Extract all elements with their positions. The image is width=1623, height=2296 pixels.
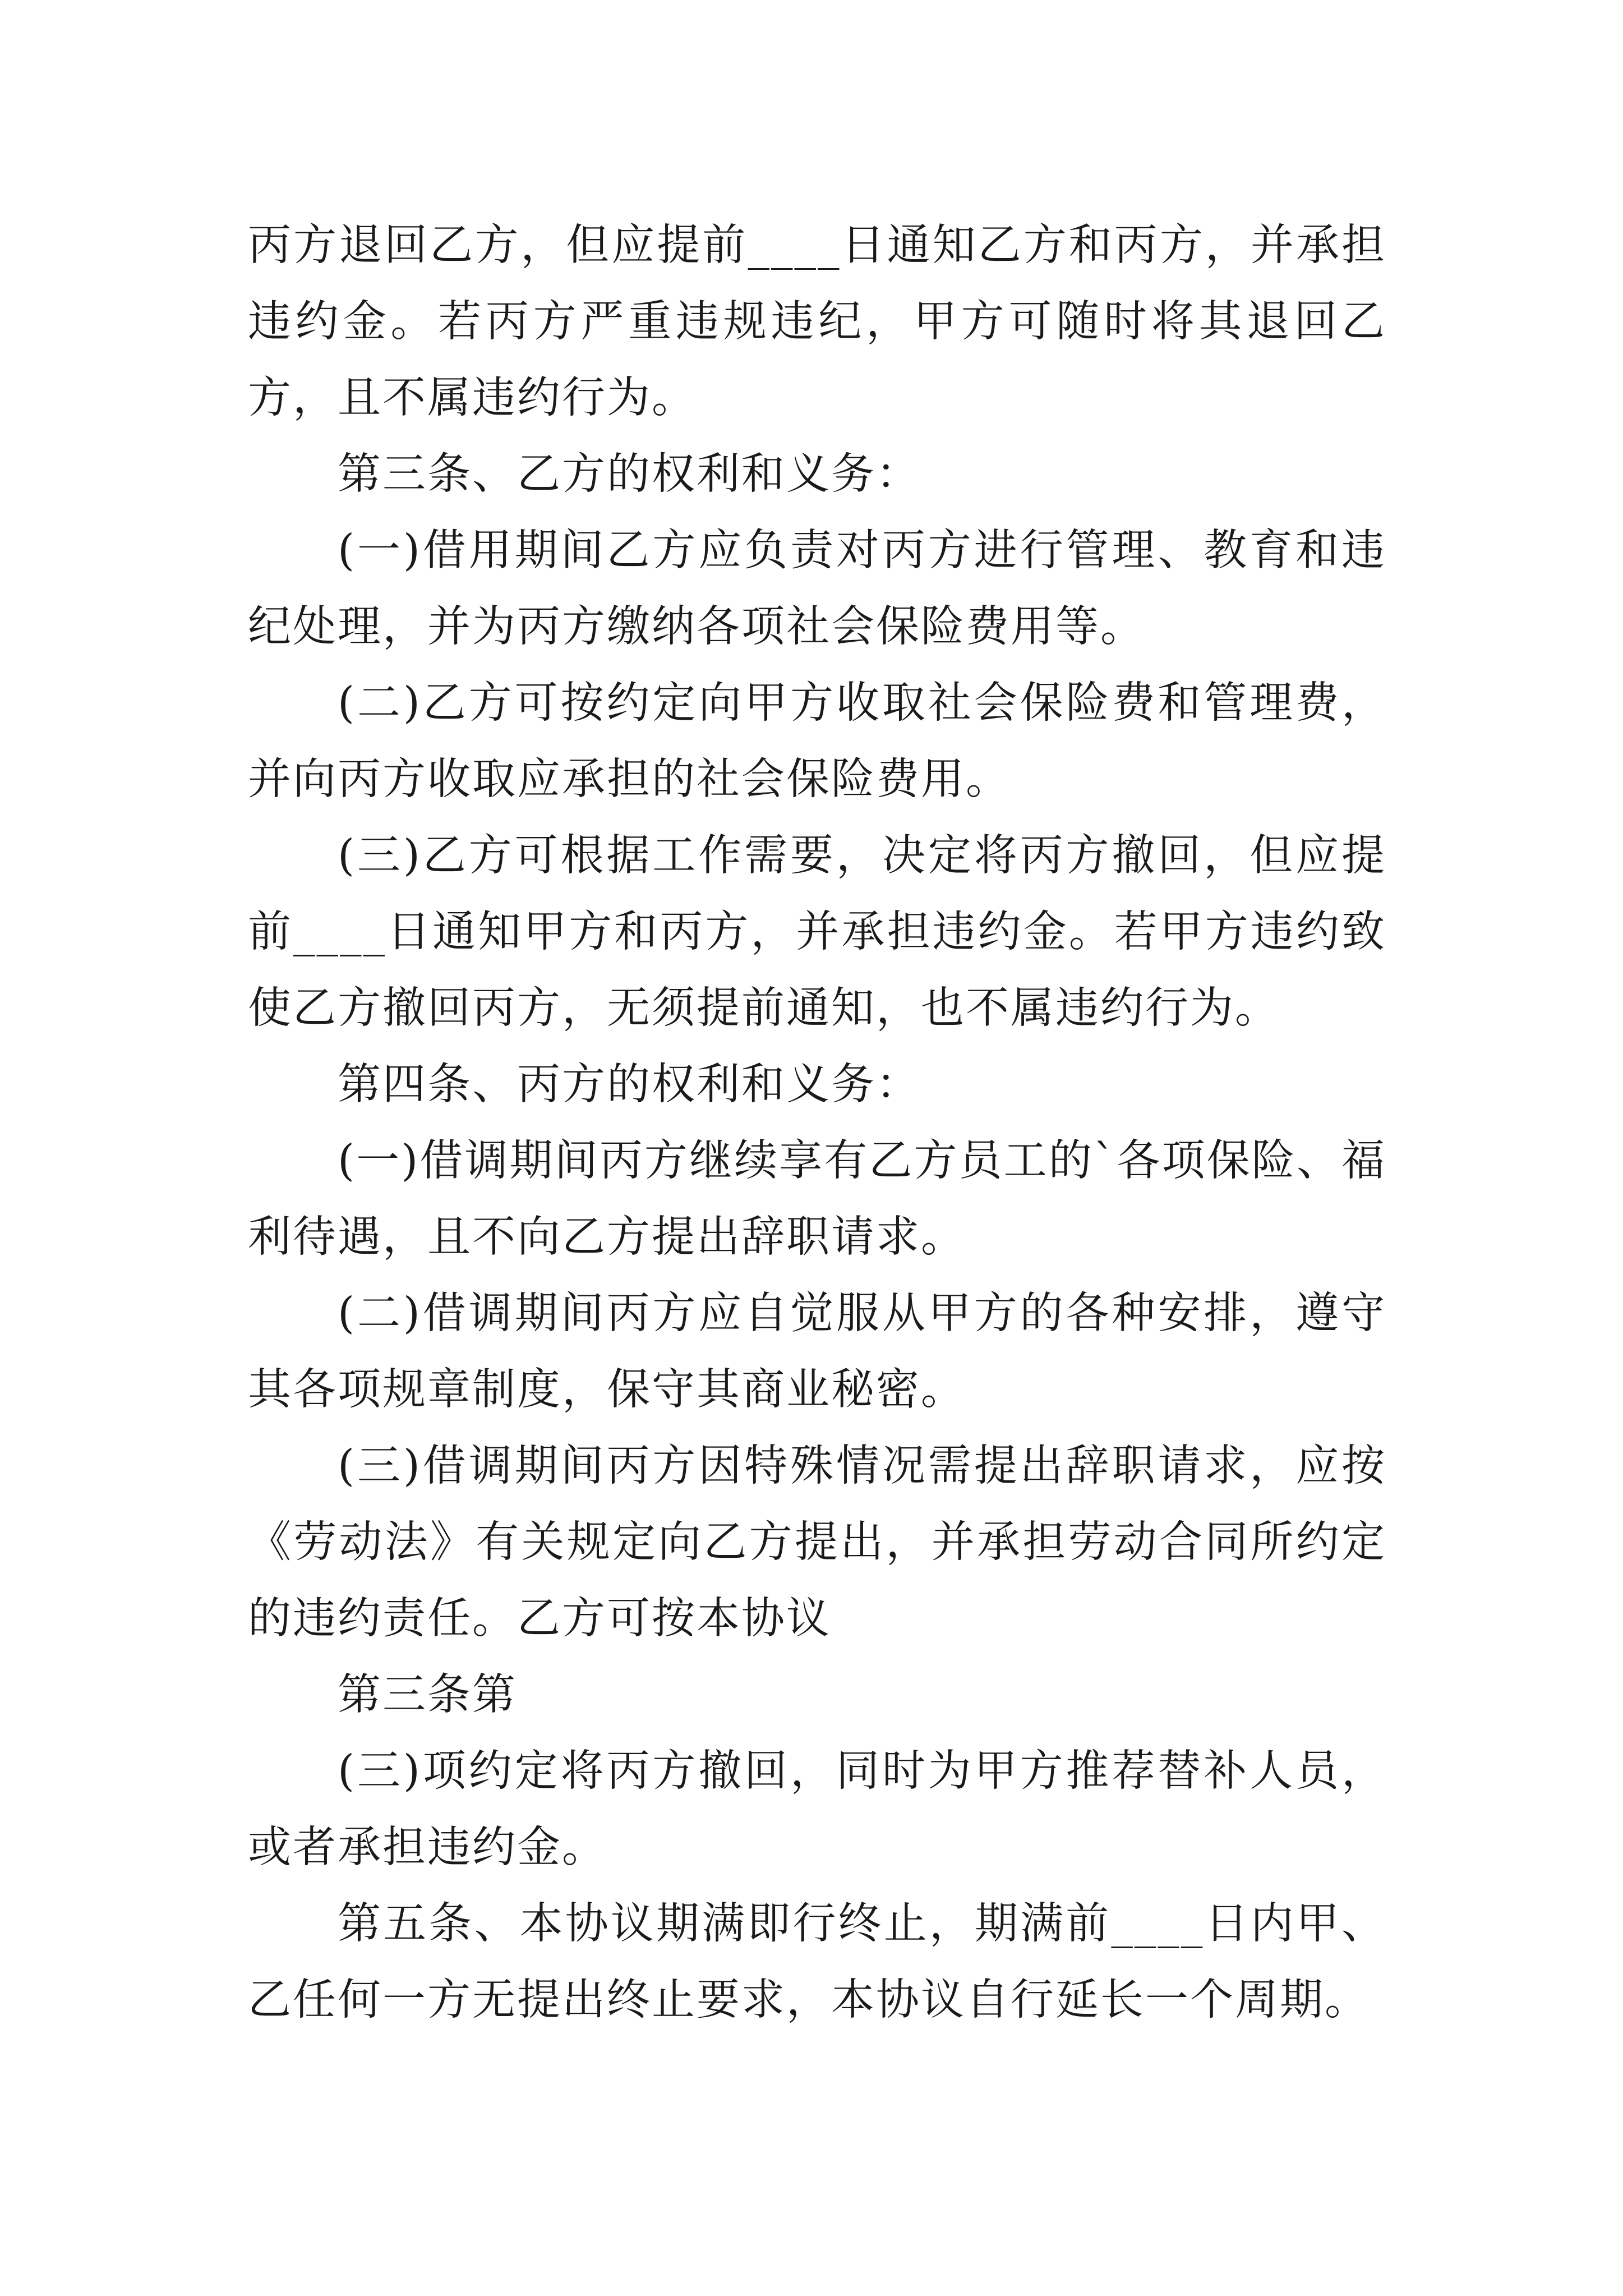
paragraph-11: (三)项约定将丙方撤回，同时为甲方推荐替补人员，或者承担违约金。 <box>248 1746 1386 1872</box>
paragraph-8: (二)借调期间丙方应自觉服从甲方的各种安排，遵守其各项规章制度，保守其商业秘密。 <box>248 1289 1386 1415</box>
paragraph-3: (一)借用期间乙方应负责对丙方进行管理、教育和违纪处理，并为丙方缴纳各项社会保险费用等。 <box>248 526 1386 652</box>
paragraph-1: 丙方退回乙方，但应提前____日通知乙方和丙方，并承担违约金。若丙方严重违规违纪，甲方可随时将其退回乙方，且不属违约行为。 <box>248 220 1386 423</box>
article-3-heading: 第三条、乙方的权利和义务： <box>338 449 921 499</box>
paragraph-5: (三)乙方可根据工作需要，决定将丙方撤回，但应提前____日通知甲方和丙方，并承担违约金。若甲方违约致使乙方撤回丙方，无须提前通知，也不属违约行为。 <box>248 831 1386 1033</box>
paragraph-4: (二)乙方可按约定向甲方收取社会保险费和管理费，并向丙方收取应承担的社会保险费用。 <box>248 678 1386 804</box>
document-body <box>248 208 1386 2039</box>
article-5-paragraph: 第五条、本协议期满即行终止，期满前____日内甲、乙任何一方无提出终止要求，本协议自行延长一个周期。 <box>248 1899 1386 2025</box>
article-4-heading: 第四条、丙方的权利和义务： <box>338 1060 921 1110</box>
paragraph-9: (三)借调期间丙方因特殊情况需提出辞职请求，应按《劳动法》有关规定向乙方提出，并承担劳动合同所约定的违约责任。乙方可按本协议 <box>248 1441 1386 1644</box>
paragraph-7: (一)借调期间丙方继续享有乙方员工的`各项保险、福利待遇，且不向乙方提出辞职请求。 <box>248 1136 1386 1262</box>
paragraph-10: 第三条第 <box>338 1670 517 1720</box>
